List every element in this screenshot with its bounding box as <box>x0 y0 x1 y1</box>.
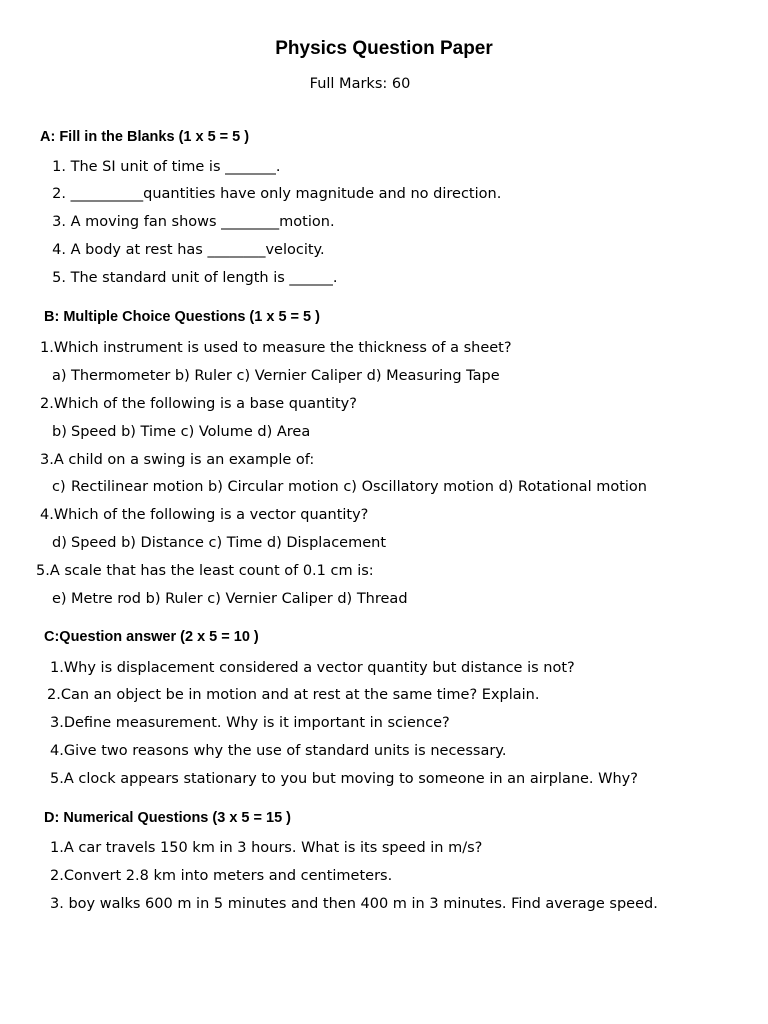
question-item: 4.Give two reasons why the use of standard units is necessary. <box>50 743 507 759</box>
item-text: A body at rest has ________velocity. <box>70 242 325 258</box>
section-a-item <box>42 240 325 260</box>
item-text: A moving fan shows ________motion. <box>70 214 335 230</box>
option-letter: d) <box>52 535 67 551</box>
numerical-item: 2.Convert 2.8 km into meters and centimeters. <box>50 868 393 884</box>
item-number: 4. <box>52 242 66 258</box>
option-text: Speed b) Distance c) Time d) Displacement <box>71 535 387 551</box>
option-letter: a) <box>52 368 67 384</box>
item-text: __________quantities have only magnitude and no direction. <box>70 186 502 202</box>
item-number: 5. <box>52 270 66 286</box>
option-text: Speed b) Time c) Volume d) Area <box>71 424 311 440</box>
mcq-question: 3.A child on a swing is an example of: <box>40 452 315 468</box>
item-number: 1. <box>52 159 66 175</box>
item-number: 3. <box>52 214 66 230</box>
option-letter: e) <box>52 591 67 607</box>
numerical-item: 1.A car travels 150 km in 3 hours. What is its speed in m/s? <box>50 840 483 856</box>
question-item: 3.Define measurement. Why is it important in science? <box>50 715 450 731</box>
numerical-item: 3. boy walks 600 m in 5 minutes and then 400 m in 3 minutes. Find average speed. <box>50 896 658 912</box>
item-text: The standard unit of length is ______. <box>70 270 338 286</box>
mcq-options <box>52 422 310 442</box>
mcq-question: 4.Which of the following is a vector quantity? <box>40 507 369 523</box>
question-item: 5.A clock appears stationary to you but moving to someone in an airplane. Why? <box>50 771 638 787</box>
option-text: Thermometer b) Ruler c) Vernier Caliper d) Measuring Tape <box>71 368 500 384</box>
section-a-item <box>42 157 280 177</box>
mcq-options <box>52 366 500 386</box>
section-a-item <box>42 184 501 204</box>
mcq-options <box>52 477 647 497</box>
paper-title: Physics Question Paper <box>275 38 493 59</box>
mcq-options <box>52 589 408 609</box>
mcq-question: 2.Which of the following is a base quantity? <box>40 396 357 412</box>
item-text: The SI unit of time is _______. <box>70 159 281 175</box>
question-item: 1.Why is displacement considered a vector quantity but distance is not? <box>50 660 575 676</box>
question-item: 2.Can an object be in motion and at rest at the same time? Explain. <box>47 687 540 703</box>
section-b-heading: B: Multiple Choice Questions (1 x 5 = 5 ) <box>44 309 320 325</box>
section-a-heading: A: Fill in the Blanks (1 x 5 = 5 ) <box>40 129 250 145</box>
section-a-item <box>42 268 338 288</box>
mcq-question: 5.A scale that has the least count of 0.1 cm is: <box>36 563 374 579</box>
section-a-item <box>42 212 335 232</box>
option-letter: b) <box>52 424 67 440</box>
option-text: Rectilinear motion b) Circular motion c) Oscillatory motion d) Rotational motion <box>71 479 647 495</box>
option-text: Metre rod b) Ruler c) Vernier Caliper d) Thread <box>71 591 408 607</box>
full-marks: Full Marks: 60 <box>309 76 411 92</box>
option-letter: c) <box>52 479 66 495</box>
item-number: 2. <box>52 186 66 202</box>
section-c-heading: C:Question answer (2 x 5 = 10 ) <box>44 629 259 645</box>
mcq-question: 1.Which instrument is used to measure the thickness of a sheet? <box>40 340 512 356</box>
section-d-heading: D: Numerical Questions (3 x 5 = 15 ) <box>44 810 291 826</box>
mcq-options <box>52 533 386 553</box>
